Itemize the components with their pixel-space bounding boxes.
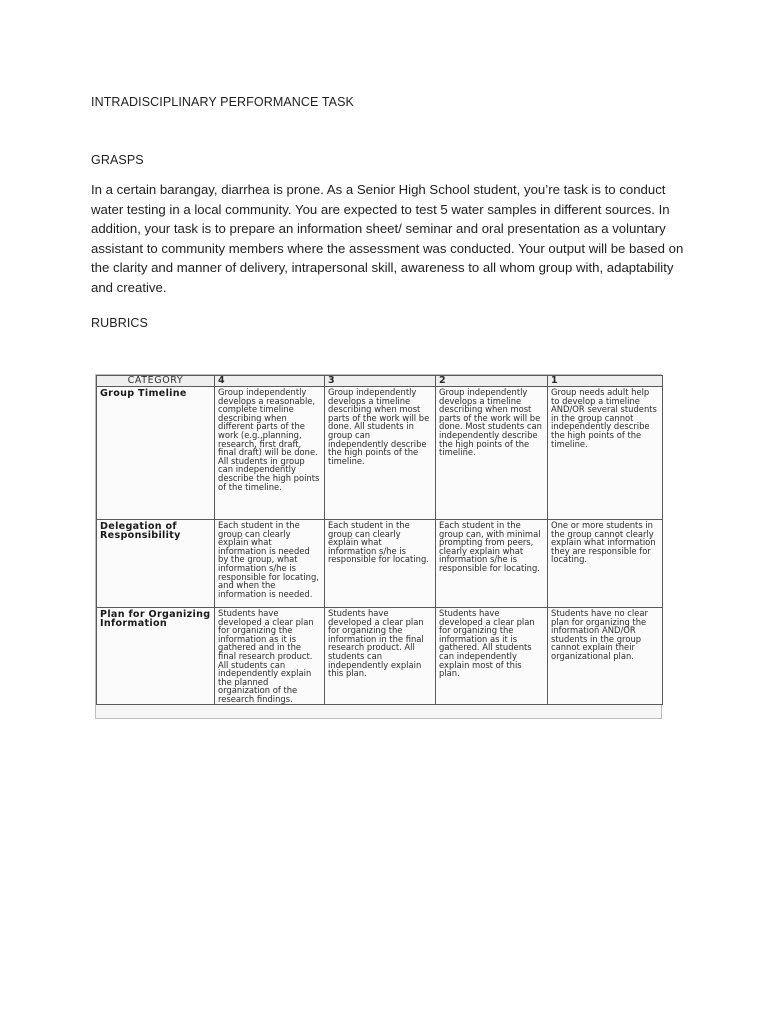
grasps-heading: GRASPS (91, 153, 144, 167)
rubric-cell: Group independently develops a reasonable, complete timeline describing when different parts of the work (e.g.,planning, research, first draft, final draft) will be done. All students in group can independently describe the high points of the timeline. (215, 387, 325, 520)
rubric-header-row (97, 376, 663, 387)
rubric-row-group-timeline (97, 387, 663, 520)
rubric-table-image (95, 374, 662, 719)
category-label: Plan for Organizing Information (97, 608, 215, 705)
rubric-cell: Students have no clear plan for organizing the information AND/OR students in the group cannot explain their organizational plan. (548, 608, 663, 705)
category-label: Group Timeline (97, 387, 215, 520)
category-label: Delegation of Responsibility (97, 520, 215, 608)
header-score-1: 1 (548, 376, 663, 387)
header-score-4: 4 (215, 376, 325, 387)
rubric-cell: Students have developed a clear plan for organizing the information as it is gathered. All students can independently explain most of this plan. (436, 608, 548, 705)
rubrics-heading: RUBRICS (91, 316, 148, 330)
rubric-cell: Each student in the group can clearly explain what information s/he is responsible for locating. (325, 520, 436, 608)
document-title: INTRADISCIPLINARY PERFORMANCE TASK (91, 95, 354, 109)
rubric-table (96, 375, 663, 705)
rubric-cell: Each student in the group can, with minimal prompting from peers, clearly explain what information s/he is responsible for locating. (436, 520, 548, 608)
header-score-3: 3 (325, 376, 436, 387)
header-category: CATEGORY (97, 376, 215, 387)
rubric-cell: Students have developed a clear plan for organizing the information as it is gathered and in the final research product. All students can independently explain the planned organization of the research findings. (215, 608, 325, 705)
rubric-row-delegation (97, 520, 663, 608)
rubric-cell: Students have developed a clear plan for organizing the information in the final research product. All students can independently explain this plan. (325, 608, 436, 705)
header-score-2: 2 (436, 376, 548, 387)
rubric-cell: Group independently develops a timeline describing when most parts of the work will be done. All students in group can independently describe the high points of the timeline. (325, 387, 436, 520)
rubric-cell: Each student in the group can clearly explain what information is needed by the group, what information s/he is responsible for locating, and when the information is needed. (215, 520, 325, 608)
rubric-row-plan-organizing (97, 608, 663, 705)
rubric-cell: One or more students in the group cannot clearly explain what information they are responsible for locating. (548, 520, 663, 608)
rubric-cell: Group needs adult help to develop a timeline AND/OR several students in the group cannot independently describe the high points of the timeline. (548, 387, 663, 520)
grasps-paragraph: In a certain barangay, diarrhea is prone. As a Senior High School student, you’re task is to conduct water testing in a local community. You are expected to test 5 water samples in different sources. In addition, your task is to prepare an information sheet/ seminar and oral presentation as a voluntary assistant to community members where the assessment was conducted. Your output will be based on the clarity and manner of delivery, intrapersonal skill, awareness to all whom group with, adaptability and creative. (91, 182, 684, 295)
rubric-cell: Group independently develops a timeline describing when most parts of the work will be done. Most students can independently describe the high points of the timeline. (436, 387, 548, 520)
